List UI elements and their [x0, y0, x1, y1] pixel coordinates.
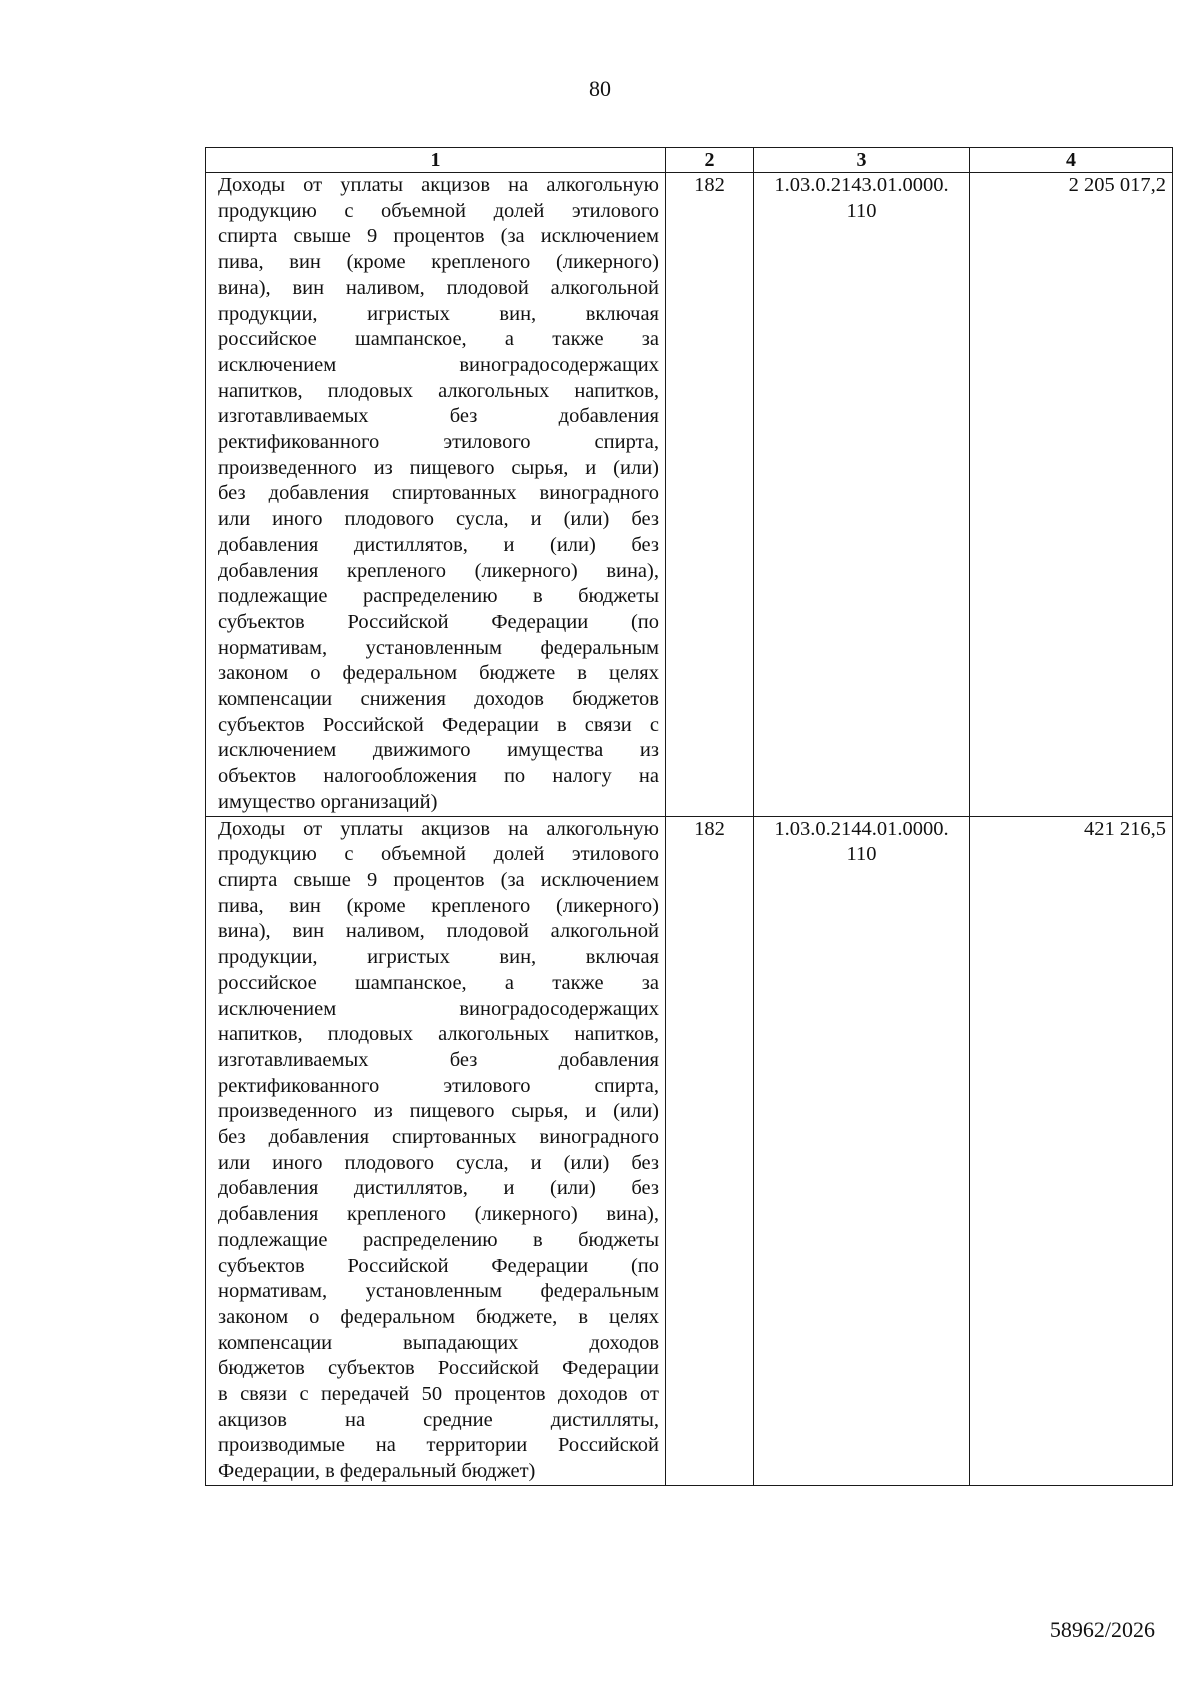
description-line: компенсации снижения доходов бюджетов — [218, 688, 659, 711]
description-line: подлежащие распределению в бюджеты — [218, 1228, 659, 1251]
description-line: российское шампанское, а также за — [218, 971, 659, 994]
description-line: без добавления спиртованных виноградного — [218, 482, 659, 505]
description-line: спирта свыше 9 процентов (за исключением — [218, 225, 659, 248]
description-line: напитков, плодовых алкогольных напитков, — [218, 379, 659, 402]
description-line: или иного плодового сусла, и (или) без — [218, 508, 659, 531]
classification-code-line: 1.03.0.2143.01.0000. — [774, 174, 949, 196]
description-line: без добавления спиртованных виноградного — [218, 1126, 659, 1149]
classification-code-line: 110 — [846, 843, 877, 866]
description-line: продукции, игристых вин, включая — [218, 946, 659, 969]
description-line: произведенного из пищевого сырья, и (или) — [218, 1100, 659, 1123]
table-row — [206, 173, 1173, 817]
classification-code-line: 110 — [846, 199, 877, 222]
description-line: субъектов Российской Федерации (по — [218, 1254, 659, 1277]
document-number: 58962/2026 — [1049, 1617, 1155, 1642]
description-line: добавления крепленого (ликерного) вина), — [218, 559, 659, 582]
description-line: напитков, плодовых алкогольных напитков, — [218, 1023, 659, 1046]
description-line: пива, вин (кроме крепленого (ликерного) — [218, 894, 659, 917]
column-header-4: 4 — [970, 148, 1173, 173]
description-line: Федерации, в федеральный бюджет) — [218, 1460, 536, 1483]
description-line: объектов налогообложения по налогу на — [218, 765, 659, 788]
description-line: ректификованного этилового спирта, — [218, 1074, 659, 1097]
description-line: производимые на территории Российской — [218, 1434, 659, 1457]
description-line: спирта свыше 9 процентов (за исключением — [218, 868, 659, 891]
description-line: российское шампанское, а также за — [218, 328, 659, 351]
table-header-row — [206, 148, 1173, 173]
admin-code: 182 — [666, 816, 754, 1485]
description-line: законом о федеральном бюджете в целях — [218, 662, 659, 685]
revenue-description — [206, 816, 666, 1485]
description-line: пива, вин (кроме крепленого (ликерного) — [218, 251, 659, 274]
column-header-2: 2 — [666, 148, 754, 173]
description-line: продукцию с объемной долей этилового — [218, 199, 659, 222]
description-line: компенсации выпадающих доходов — [218, 1331, 659, 1354]
amount: 421 216,5 — [970, 816, 1173, 1485]
table-row — [206, 816, 1173, 1485]
description-line: субъектов Российской Федерации в связи с — [218, 713, 659, 736]
description-line: акцизов на средние дистилляты, — [218, 1408, 659, 1431]
classification-code — [754, 816, 970, 1485]
budget-revenue-table — [205, 147, 1173, 1486]
column-header-1: 1 — [206, 148, 666, 173]
description-line: добавления дистиллятов, и (или) без — [218, 1177, 659, 1200]
description-line: продукции, игристых вин, включая — [218, 302, 659, 325]
revenue-description — [206, 173, 666, 817]
description-line: изготавливаемых без добавления — [218, 1048, 659, 1071]
description-line: подлежащие распределению в бюджеты — [218, 585, 659, 608]
description-line: нормативам, установленным федеральным — [218, 636, 659, 659]
description-line: Доходы от уплаты акцизов на алкогольную — [218, 817, 659, 840]
description-line: ректификованного этилового спирта, — [218, 431, 659, 454]
description-line: Доходы от уплаты акцизов на алкогольную — [218, 174, 659, 196]
description-line: в связи с передачей 50 процентов доходов от — [218, 1383, 659, 1406]
classification-code — [754, 173, 970, 817]
description-line: произведенного из пищевого сырья, и (или) — [218, 456, 659, 479]
description-line: вина), вин наливом, плодовой алкогольной — [218, 276, 659, 299]
description-line: добавления крепленого (ликерного) вина), — [218, 1203, 659, 1226]
description-line: изготавливаемых без добавления — [218, 405, 659, 428]
description-line: продукцию с объемной долей этилового — [218, 843, 659, 866]
description-line: нормативам, установленным федеральным — [218, 1280, 659, 1303]
classification-code-line: 1.03.0.2144.01.0000. — [774, 817, 949, 840]
description-line: добавления дистиллятов, и (или) без — [218, 533, 659, 556]
description-line: субъектов Российской Федерации (по — [218, 610, 659, 633]
description-line: исключением виноградосодержащих — [218, 353, 659, 376]
admin-code: 182 — [666, 173, 754, 817]
description-line: или иного плодового сусла, и (или) без — [218, 1151, 659, 1174]
description-line: исключением виноградосодержащих — [218, 997, 659, 1020]
description-line: бюджетов субъектов Российской Федерации — [218, 1357, 659, 1380]
column-header-3: 3 — [754, 148, 970, 173]
page-number: 80 — [589, 76, 611, 101]
amount: 2 205 017,2 — [970, 173, 1173, 817]
description-line: имущество организаций) — [218, 790, 438, 813]
description-line: законом о федеральном бюджете, в целях — [218, 1305, 659, 1328]
description-line: вина), вин наливом, плодовой алкогольной — [218, 920, 659, 943]
description-line: исключением движимого имущества из — [218, 739, 659, 762]
